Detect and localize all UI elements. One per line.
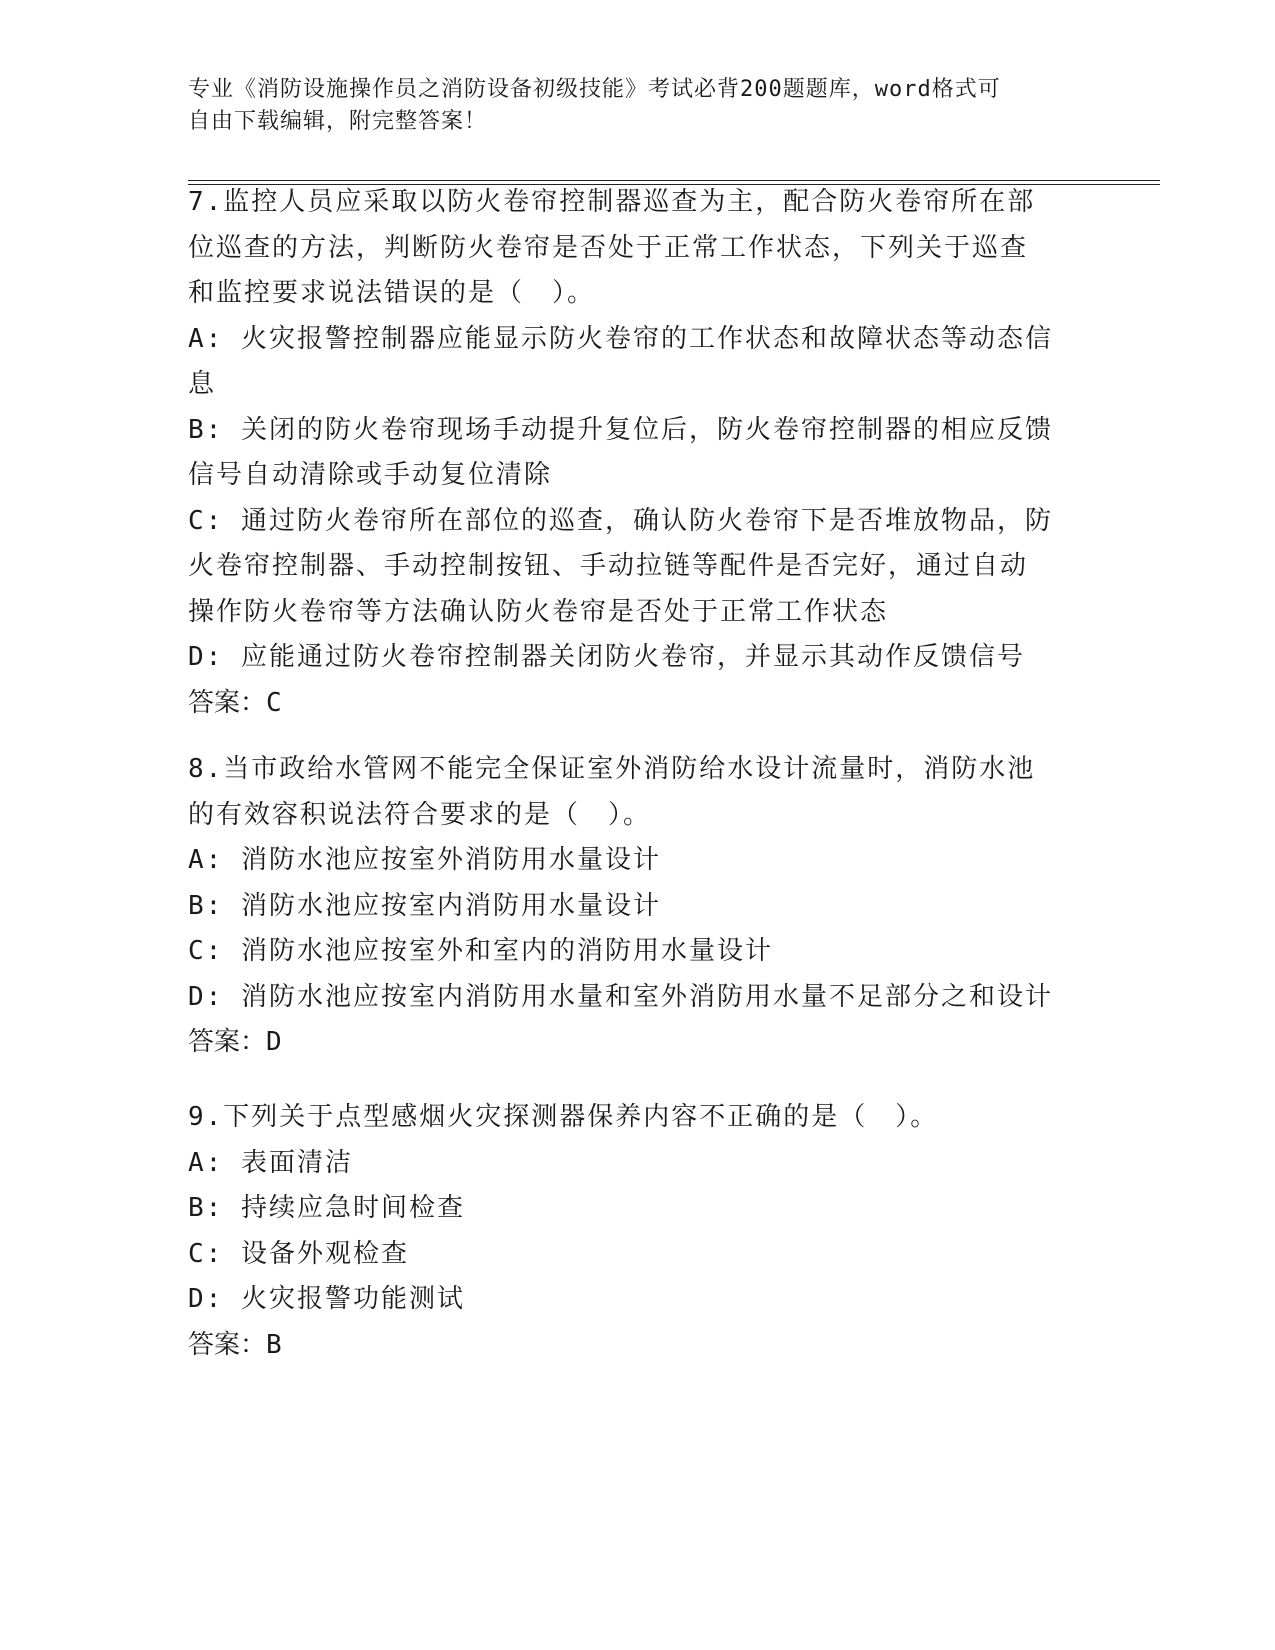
header-line-1: 专业《消防设施操作员之消防设备初级技能》考试必背200题题库，word格式可 — [188, 77, 1001, 102]
question-7-option-b-cont: 信号自动清除或手动复位清除 — [188, 460, 553, 490]
question-8-option-c: C: 消防水池应按室外和室内的消防用水量设计 — [188, 936, 773, 966]
question-8 — [188, 747, 1078, 1066]
question-7-stem-line-3: 和监控要求说法错误的是（ ）。 — [188, 278, 596, 308]
question-8-stem-line-2: 的有效容积说法符合要求的是（ ）。 — [188, 799, 652, 830]
question-9-option-c: C: 设备外观检查 — [188, 1238, 409, 1269]
question-7-option-c-cont-1: 火卷帘控制器、手动控制按钮、手动拉链等配件是否完好，通过自动 — [188, 551, 1029, 581]
document-header — [188, 74, 1068, 138]
question-7-option-d: D: 应能通过防火卷帘控制器关闭防火卷帘，并显示其动作反馈信号 — [188, 642, 1025, 672]
question-9-answer: 答案：B — [188, 1329, 282, 1360]
question-9-option-a: A: 表面清洁 — [188, 1147, 353, 1178]
question-7-stem-line-2: 位巡查的方法，判断防火卷帘是否处于正常工作状态，下列关于巡查 — [188, 232, 1029, 263]
question-7-option-c: C: 通过防火卷帘所在部位的巡查，确认防火卷帘下是否堆放物品，防 — [188, 505, 1053, 536]
question-7-option-a: A: 火灾报警控制器应能显示防火卷帘的工作状态和故障状态等动态信 — [188, 323, 1053, 354]
question-9 — [188, 1095, 1078, 1368]
question-9-option-b: B: 持续应急时间检查 — [188, 1193, 465, 1223]
question-8-stem-line-1: 8.当市政给水管网不能完全保证室外消防给水设计流量时，消防水池 — [188, 754, 1036, 784]
question-8-option-d: D: 消防水池应按室内消防用水量和室外消防用水量不足部分之和设计 — [188, 981, 1053, 1012]
question-7-option-b: B: 关闭的防火卷帘现场手动提升复位后，防火卷帘控制器的相应反馈 — [188, 414, 1053, 445]
question-7-stem-line-1: 7.监控人员应采取以防火卷帘控制器巡查为主，配合防火卷帘所在部 — [188, 187, 1036, 217]
question-7-option-a-cont: 息 — [188, 369, 217, 399]
question-8-answer: 答案：D — [188, 1027, 282, 1057]
question-8-option-a: A: 消防水池应按室外消防用水量设计 — [188, 845, 661, 875]
question-9-option-d: D: 火灾报警功能测试 — [188, 1284, 465, 1314]
header-line-2: 自由下载编辑，附完整答案！ — [188, 109, 488, 134]
question-7-option-c-cont-2: 操作防火卷帘等方法确认防火卷帘是否处于正常工作状态 — [188, 596, 889, 627]
question-7-answer: 答案：C — [188, 687, 282, 718]
question-7 — [188, 180, 1078, 726]
question-9-stem: 9.下列关于点型感烟火灾探测器保养内容不正确的是（ ）。 — [188, 1102, 939, 1132]
question-8-option-b: B: 消防水池应按室内消防用水量设计 — [188, 890, 661, 921]
